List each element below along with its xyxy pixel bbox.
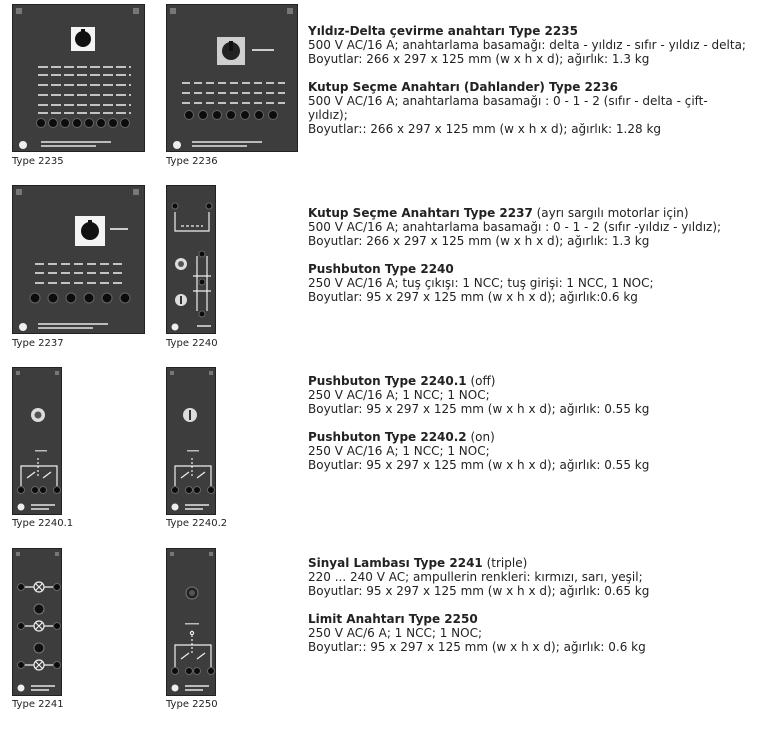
pushbutton-panel-drawing (167, 186, 216, 334)
product-caption: Type 2241 (12, 699, 64, 710)
product-spec-line: Boyutlar:: 95 x 297 x 125 mm (w x h x d); ağırlık: 0.6 kg (308, 640, 646, 654)
switch-panel-drawing (167, 5, 298, 152)
product-description-group (308, 556, 778, 668)
product-description-group (308, 24, 778, 150)
product-description (308, 612, 778, 654)
signal-lamp-panel-drawing (13, 549, 62, 696)
switch-panel-drawing (13, 186, 145, 334)
product-spec-line: 250 V AC/16 A; 1 NCC; 1 NOC; (308, 388, 490, 402)
product-spec-line: Boyutlar: 266 x 297 x 125 mm (w x h x d); ağırlık: 1.3 kg (308, 52, 650, 66)
product-caption: Type 2235 (12, 156, 64, 167)
product-title: Yıldız-Delta çevirme anahtarı Type 2235 (308, 24, 578, 38)
product-spec-line: 250 V AC/16 A; tuş çıkışı: 1 NCC; tuş girişi: 1 NCC, 1 NOC; (308, 276, 654, 290)
product-title: Pushbuton Type 2240.1 (off) (308, 374, 496, 388)
product-description-group (308, 206, 778, 318)
product-description (308, 262, 778, 304)
product-image-2250 (166, 548, 216, 696)
pushbutton-panel-drawing (167, 368, 216, 515)
lamp-icon (18, 582, 61, 592)
product-image-2240 (166, 185, 216, 334)
product-description (308, 374, 778, 416)
switch-panel-drawing (13, 5, 145, 152)
product-image-2240-1 (12, 367, 62, 515)
product-spec-line: 500 V AC/16 A; anahtarlama basamağı: delta - yıldız - sıfır - yıldız - delta; (308, 38, 746, 52)
product-title: Limit Anahtarı Type 2250 (308, 612, 478, 626)
product-caption: Type 2240.1 (12, 518, 74, 529)
product-description (308, 556, 778, 598)
limit-switch-panel-drawing (167, 549, 216, 696)
product-title: Pushbuton Type 2240.2 (on) (308, 430, 495, 444)
product-description (308, 80, 778, 136)
product-title: Pushbuton Type 2240 (308, 262, 454, 276)
product-image-2241 (12, 548, 62, 696)
product-spec-line: 250 V AC/16 A; 1 NCC; 1 NOC; (308, 444, 490, 458)
product-image-2240-2 (166, 367, 216, 515)
product-description (308, 206, 778, 248)
product-image-2236 (166, 4, 298, 152)
product-caption: Type 2250 (166, 699, 218, 710)
product-caption: Type 2240.2 (166, 518, 228, 529)
product-title: Kutup Seçme Anahtarı Type 2237 (ayrı sargılı motorlar için) (308, 206, 689, 220)
product-description-group (308, 374, 778, 486)
product-spec-line: Boyutlar: 95 x 297 x 125 mm (w x h x d); ağırlık: 0.55 kg (308, 458, 650, 472)
pushbutton-panel-drawing (13, 368, 62, 515)
product-spec-line: Boyutlar:: 266 x 297 x 125 mm (w x h x d); ağırlık: 1.28 kg (308, 122, 662, 136)
product-image-2235 (12, 4, 145, 152)
lamp-icon (18, 660, 61, 670)
product-spec-line: Boyutlar: 95 x 297 x 125 mm (w x h x d); ağırlık:0.6 kg (308, 290, 638, 304)
product-title: Kutup Seçme Anahtarı (Dahlander) Type 2236 (308, 80, 618, 94)
product-caption: Type 2237 (12, 338, 64, 349)
product-spec-line: Boyutlar: 95 x 297 x 125 mm (w x h x d); ağırlık: 0.55 kg (308, 402, 650, 416)
product-spec-line: 500 V AC/16 A; anahtarlama basamağı : 0 - 1 - 2 (sıfır - delta - çift-yıldız); (308, 94, 708, 122)
product-spec-line: 500 V AC/16 A; anahtarlama basamağı : 0 - 1 - 2 (sıfır -yıldız - yıldız); (308, 220, 722, 234)
product-image-2237 (12, 185, 145, 334)
product-caption: Type 2240 (166, 338, 218, 349)
product-description (308, 430, 778, 472)
lamp-icon (18, 621, 61, 631)
product-spec-line: Boyutlar: 95 x 297 x 125 mm (w x h x d); ağırlık: 0.65 kg (308, 584, 650, 598)
product-spec-line: 220 ... 240 V AC; ampullerin renkleri: kırmızı, sarı, yeşil; (308, 570, 643, 584)
product-spec-line: Boyutlar: 266 x 297 x 125 mm (w x h x d); ağırlık: 1.3 kg (308, 234, 650, 248)
product-description (308, 24, 778, 66)
product-spec-line: 250 V AC/6 A; 1 NCC; 1 NOC; (308, 626, 483, 640)
product-caption: Type 2236 (166, 156, 218, 167)
product-title: Sinyal Lambası Type 2241 (triple) (308, 556, 528, 570)
